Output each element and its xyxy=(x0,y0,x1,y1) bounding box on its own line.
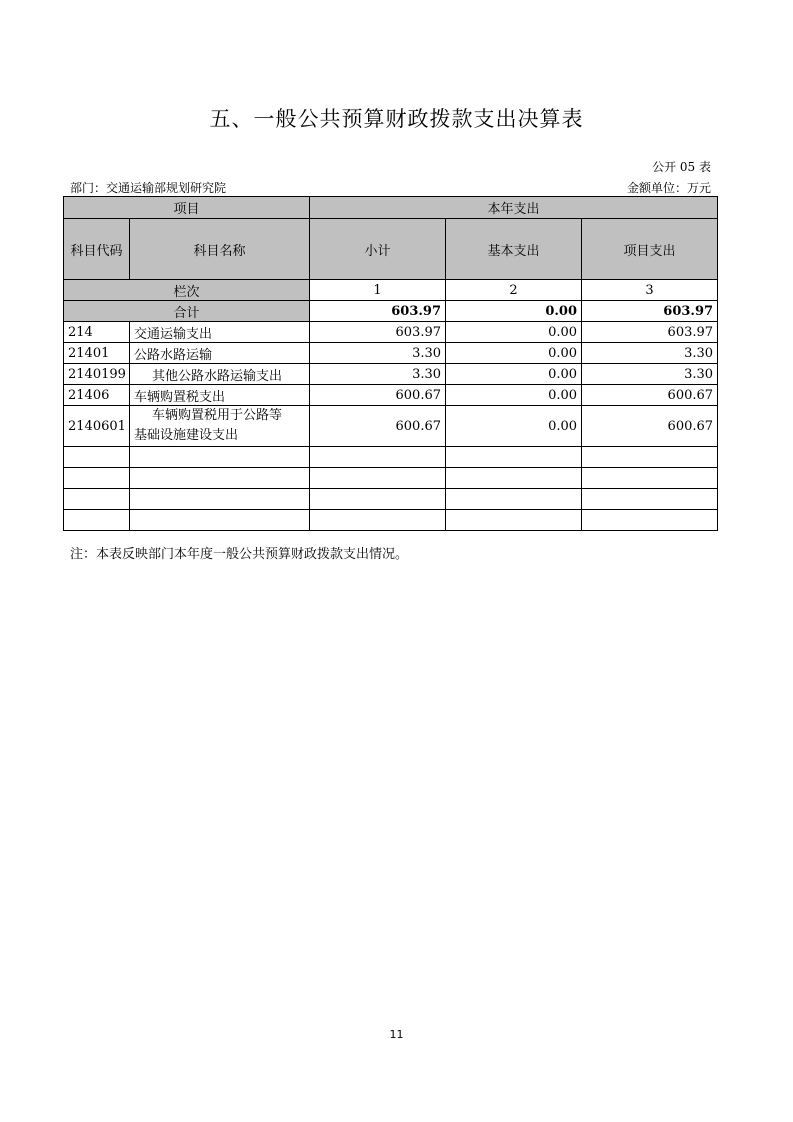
empty-row xyxy=(64,510,718,531)
row-basic: 0.00 xyxy=(446,343,582,364)
row-basic: 0.00 xyxy=(446,385,582,406)
row-name xyxy=(130,406,310,447)
table-row xyxy=(64,322,718,343)
row-name: 其他公路水路运输支出 xyxy=(130,364,310,385)
table-row xyxy=(64,406,718,447)
row-basic: 0.00 xyxy=(446,322,582,343)
table-row xyxy=(64,385,718,406)
row-basic: 0.00 xyxy=(446,364,582,385)
row-subtotal: 3.30 xyxy=(310,364,446,385)
row-name: 交通运输支出 xyxy=(130,322,310,343)
total-row xyxy=(64,301,718,322)
row-subtotal: 600.67 xyxy=(310,385,446,406)
header-name: 科目名称 xyxy=(130,219,310,280)
unit-label: 金额单位：万元 xyxy=(626,181,711,195)
row-subtotal: 603.97 xyxy=(310,322,446,343)
col-index-3: 3 xyxy=(582,280,718,301)
page-number: 11 xyxy=(389,1028,404,1041)
table-note: 注：本表反映部门本年度一般公共预算财政拨款支出情况。 xyxy=(70,547,409,562)
row-basic: 0.00 xyxy=(446,406,582,447)
row-program: 600.67 xyxy=(582,406,718,447)
empty-row xyxy=(64,447,718,468)
col-index-1: 1 xyxy=(310,280,446,301)
row-name-line-2: 基础设施建设支出 xyxy=(134,428,239,443)
header-row-1 xyxy=(64,197,718,219)
row-program: 603.97 xyxy=(582,322,718,343)
total-program: 603.97 xyxy=(582,301,718,322)
header-basic: 基本支出 xyxy=(446,219,582,280)
header-row-index xyxy=(64,280,718,301)
row-subtotal: 600.67 xyxy=(310,406,446,447)
row-name: 公路水路运输 xyxy=(130,343,310,364)
row-code: 2140199 xyxy=(64,364,130,385)
row-code: 2140601 xyxy=(64,406,130,447)
header-code: 科目代码 xyxy=(64,219,130,280)
empty-row xyxy=(64,489,718,510)
col-index-2: 2 xyxy=(446,280,582,301)
table-row xyxy=(64,364,718,385)
header-subtotal: 小计 xyxy=(310,219,446,280)
row-name: 车辆购置税支出 xyxy=(130,385,310,406)
row-subtotal: 3.30 xyxy=(310,343,446,364)
header-row-index-label: 栏次 xyxy=(64,280,310,301)
row-program: 3.30 xyxy=(582,364,718,385)
row-name-line-1: 车辆购置税用于公路等 xyxy=(152,408,283,423)
row-code: 214 xyxy=(64,322,130,343)
row-program: 600.67 xyxy=(582,385,718,406)
page-title: 五、一般公共预算财政拨款支出决算表 xyxy=(209,107,584,131)
row-code: 21401 xyxy=(64,343,130,364)
form-number: 公开 05 表 xyxy=(652,160,711,174)
header-current-year: 本年支出 xyxy=(310,197,718,219)
total-basic: 0.00 xyxy=(446,301,582,322)
header-row-2 xyxy=(64,219,718,280)
empty-row xyxy=(64,468,718,489)
total-label: 合计 xyxy=(64,301,310,322)
expenditure-table xyxy=(63,196,718,531)
row-program: 3.30 xyxy=(582,343,718,364)
table-row xyxy=(64,343,718,364)
row-code: 21406 xyxy=(64,385,130,406)
header-program: 项目支出 xyxy=(582,219,718,280)
department-label: 部门：交通运输部规划研究院 xyxy=(70,181,227,195)
total-subtotal: 603.97 xyxy=(310,301,446,322)
header-project: 项目 xyxy=(64,197,310,219)
